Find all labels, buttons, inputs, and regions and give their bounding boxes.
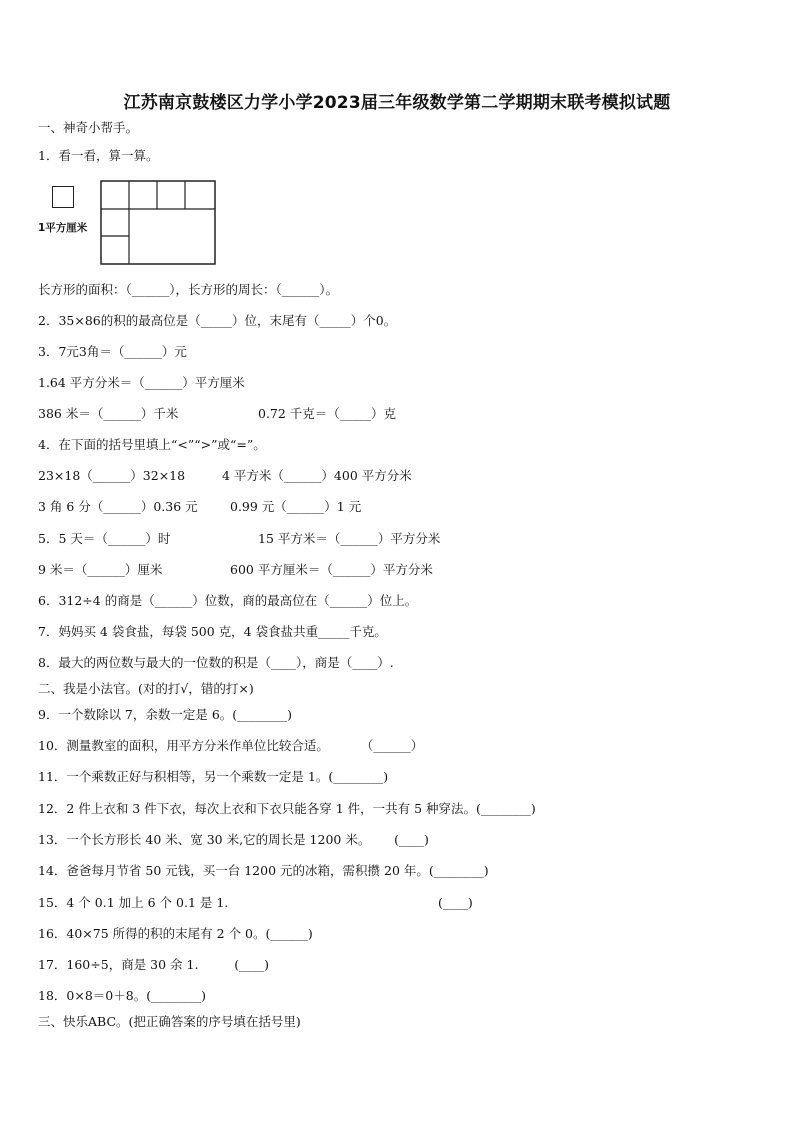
question-5a-right: 15 平方米＝（______）平方分米: [258, 531, 441, 546]
section-heading-3: 三、快乐ABC。(把正确答案的序号填在括号里): [38, 1014, 301, 1029]
question-15: 15．4 个 0.1 加上 6 个 0.1 是 1.: [38, 895, 229, 910]
question-5a-left: 5．5 天＝（______）时: [38, 531, 171, 546]
question-4a-left: 23×18（______）32×18: [38, 468, 186, 483]
rectangle-grid: [100, 180, 218, 266]
question-8: 8．最大的两位数与最大的一位数的积是（____），商是（____）.: [38, 655, 394, 670]
question-14: 14．爸爸每月节省 50 元钱，买一台 1200 元的冰箱，需积攒 20 年。(________): [38, 863, 489, 878]
question-11: 11．一个乘数正好与积相等，另一个乘数一定是 1。(________): [38, 769, 389, 784]
question-10: 10．测量教室的面积，用平方分米作单位比较合适。 （______）: [38, 738, 424, 753]
question-9: 9．一个数除以 7，余数一定是 6。(________): [38, 707, 293, 722]
question-3b: 1.64 平方分米＝（______）平方厘米: [38, 375, 245, 390]
question-16: 16．40×75 所得的积的末尾有 2 个 0。(______): [38, 926, 313, 941]
question-7: 7．妈妈买 4 袋食盐，每袋 500 克，4 袋食盐共重_____千克。: [38, 624, 387, 639]
question-13: 13．一个长方形长 40 米、宽 30 米,它的周长是 1200 米。 (____): [38, 832, 429, 847]
unit-square-label: 1平方厘米: [38, 222, 88, 234]
question-4a-right: 4 平方米（______）400 平方分米: [222, 468, 412, 483]
unit-square: [52, 186, 74, 208]
question-18: 18．0×8＝0＋8。(________): [38, 988, 206, 1003]
section-heading-1: 一、神奇小帮手。: [38, 120, 139, 135]
question-15-blank: (____): [438, 895, 473, 910]
question-1-answer: 长方形的面积：（______），长方形的周长：（______）。: [38, 282, 339, 297]
question-4: 4．在下面的括号里填上“<”“>”或“=”。: [38, 437, 266, 452]
question-3c-right: 0.72 千克＝（_____）克: [258, 406, 397, 421]
question-2: 2．35×86的积的最高位是（_____）位，末尾有（_____）个0。: [38, 313, 397, 328]
question-3a: 3．7元3角＝（______）元: [38, 344, 187, 359]
question-3c-left: 386 米＝（______）千米: [38, 406, 179, 421]
question-6: 6．312÷4 的商是（______）位数，商的最高位在（______）位上。: [38, 593, 418, 608]
question-1: 1．看一看，算一算。: [38, 148, 159, 163]
question-5b-right: 600 平方厘米＝（______）平方分米: [230, 562, 433, 577]
page-title: 江苏南京鼓楼区力学小学2023届三年级数学第二学期期末联考模拟试题: [123, 93, 671, 113]
question-4b-left: 3 角 6 分（______）0.36 元: [38, 499, 198, 514]
question-12: 12．2 件上衣和 3 件下衣，每次上衣和下衣只能各穿 1 件，一共有 5 种穿法。(________): [38, 801, 536, 816]
question-4b-right: 0.99 元（______）1 元: [230, 499, 362, 514]
question-5b-left: 9 米＝（______）厘米: [38, 562, 163, 577]
question-17: 17．160÷5，商是 30 余 1. (____): [38, 957, 269, 972]
section-heading-2: 二、我是小法官。(对的打√，错的打×): [38, 681, 254, 696]
